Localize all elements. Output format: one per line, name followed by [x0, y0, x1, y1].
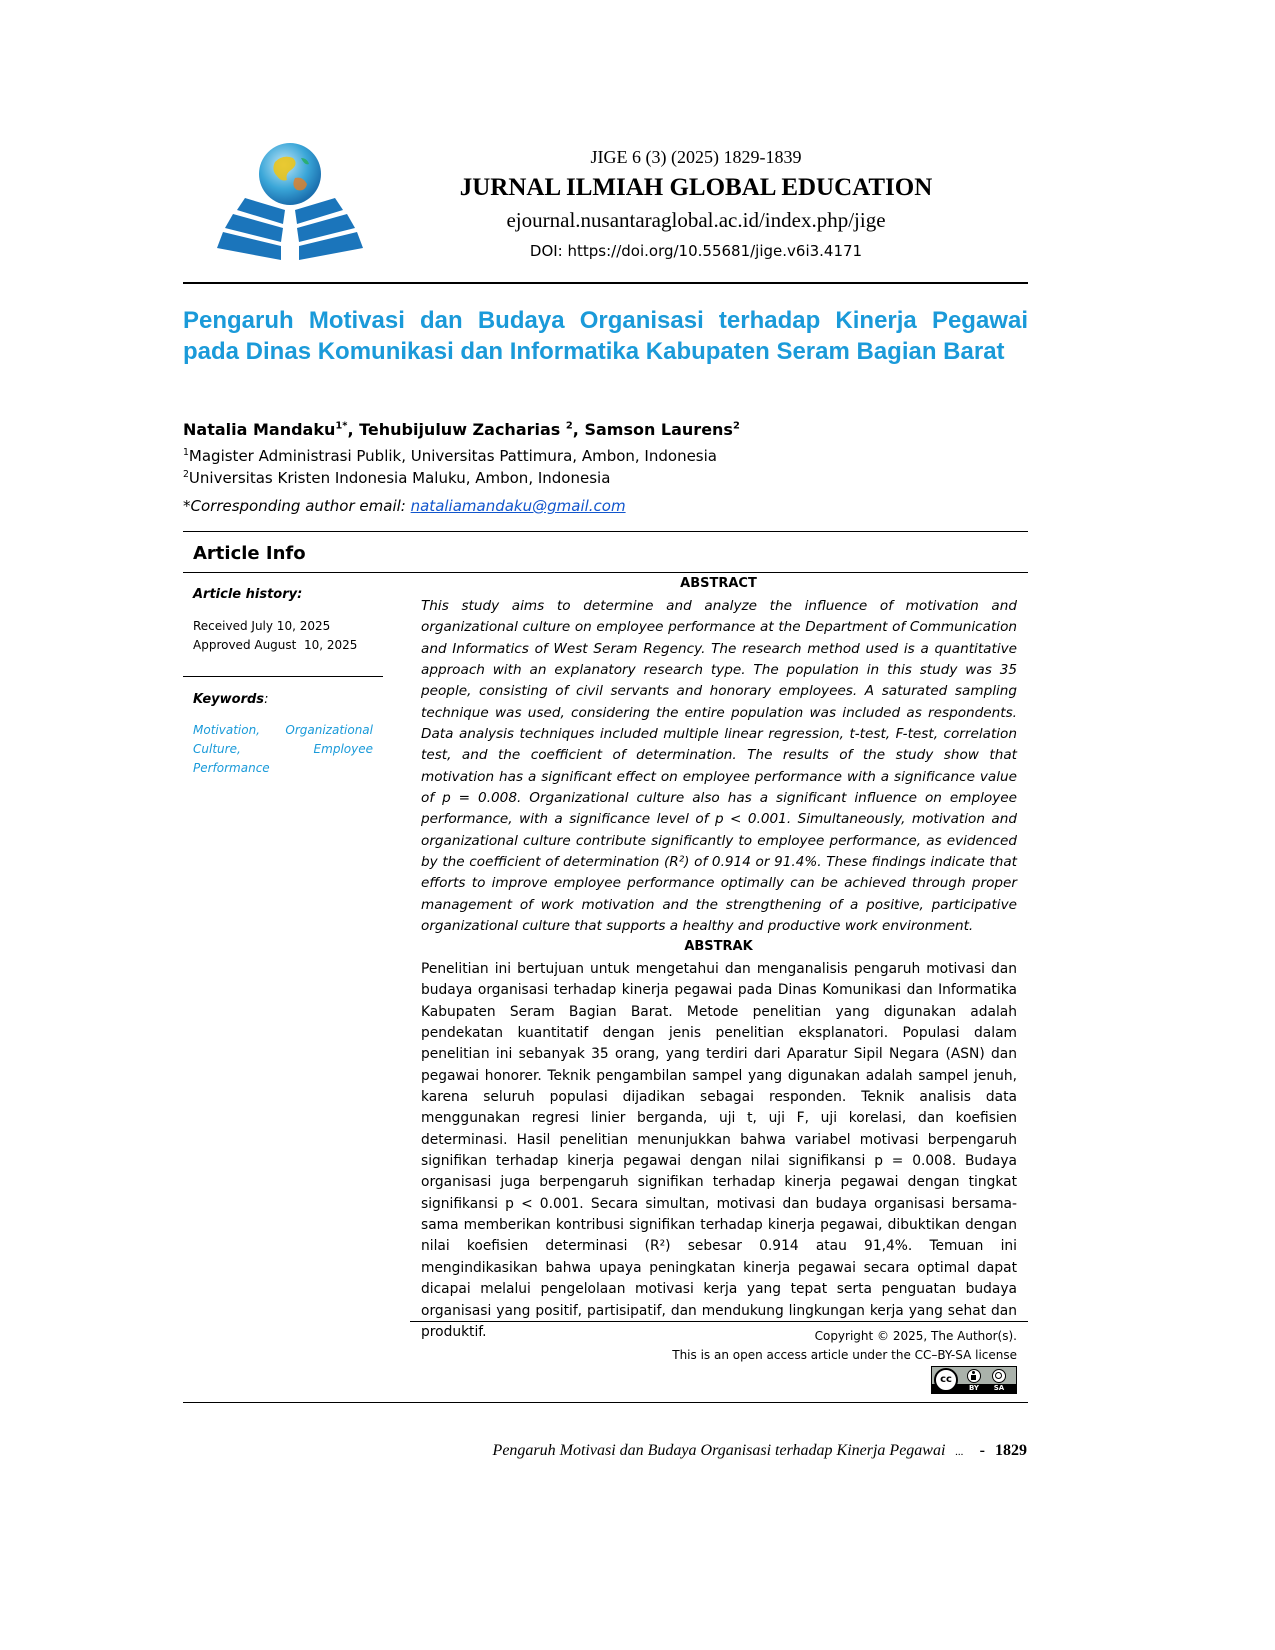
journal-citation: JIGE 6 (3) (2025) 1829-1839	[590, 147, 802, 167]
keywords-label	[193, 692, 268, 707]
author-affiliation-mark: 2	[732, 420, 740, 432]
author-email-link[interactable]: nataliamandaku@gmail.com	[410, 497, 626, 515]
keywords-label-text: Keywords	[193, 692, 265, 707]
copyright-notice: Copyright © 2025, The Author(s).	[814, 1329, 1017, 1343]
author-name: Natalia Mandaku	[183, 420, 336, 439]
affiliation	[183, 447, 717, 465]
info-heading-divider	[183, 572, 1028, 573]
keywords-list: Motivation, Organizational Culture, Employee Performance	[193, 723, 373, 775]
journal-name: JURNAL ILMIAH GLOBAL EDUCATION	[459, 174, 933, 201]
affiliation-mark: 1	[183, 447, 189, 458]
article-title: Pengaruh Motivasi dan Budaya Organisasi terhadap Kinerja Pegawai pada Dinas Komunikasi dan Informatika Kabupaten Seram Bagian Barat	[183, 307, 1028, 365]
received-date: Received July 10, 2025	[193, 619, 331, 633]
license-bottom-divider	[183, 1402, 1028, 1403]
corresponding-author	[183, 497, 626, 515]
header-divider	[183, 282, 1028, 284]
approved-date: Approved August 10, 2025	[193, 638, 358, 652]
abstract-bottom-divider	[410, 1321, 1028, 1322]
running-title: Pengaruh Motivasi dan Budaya Organisasi terhadap Kinerja Pegawai	[492, 1442, 946, 1459]
open-access-notice: This is an open access article under the CC–BY-SA license	[672, 1348, 1017, 1362]
article-info-heading: Article Info	[193, 543, 306, 564]
corresponding-label: *Corresponding author email:	[183, 497, 411, 515]
doi-link[interactable]: DOI: https://doi.org/10.55681/jige.v6i3.4171	[529, 242, 863, 260]
badge-by-label: BY	[968, 1384, 980, 1392]
author-affiliation-mark: 2	[565, 420, 573, 432]
info-top-divider	[183, 531, 1028, 532]
share-alike-icon	[992, 1369, 1006, 1383]
badge-sa-label: SA	[993, 1384, 1005, 1392]
article-history-label: Article history:	[193, 587, 303, 602]
author-affiliation-mark: 1*	[335, 420, 348, 432]
cc-by-sa-badge[interactable]	[931, 1366, 1017, 1394]
running-title-ellipsis: ...	[955, 1446, 964, 1458]
abstrak-heading: ABSTRAK	[684, 939, 753, 954]
affiliation-text: Universitas Kristen Indonesia Maluku, Ambon, Indonesia	[188, 469, 611, 487]
affiliation-mark: 2	[183, 469, 189, 480]
author-list	[183, 420, 740, 439]
affiliation	[183, 469, 610, 487]
history-divider	[183, 676, 383, 677]
footer-separator: -	[979, 1442, 985, 1459]
abstract-heading: ABSTRACT	[680, 576, 757, 591]
abstract-text: This study aims to determine and analyze the influence of motivation and organizational culture on employee performance at the Department of Communication and Informatics of West Seram Regency. The research method used is a quantitative approach with an explanatory research type. The population in this study was 35 people, consisting of civil servants and honorary employees. A saturated sampling technique was used, considering the entire population was included as respondents. Data analysis techniques included multiple linear regression, t-test, F-test, correlation test, and the coefficient of determination. The results of the study show that motivation has a significant effect on employee performance with a significance value of p = 0.008. Organizational culture also has a significant influence on employee performance, with a significance level of p < 0.001. Simultaneously, motivation and organizational culture contribute significantly to employee performance, as evidenced by the coefficient of determination (R²) of 0.914 or 91.4%. These findings indicate that efforts to improve employee performance optimally can be achieved through proper management of work motivation and the strengthening of a positive, participative organizational culture that supports a healthy and productive work environment.	[421, 598, 1017, 935]
abstrak-text: Penelitian ini bertujuan untuk mengetahui dan menganalisis pengaruh motivasi dan budaya organisasi terhadap kinerja pegawai pada Dinas Komunikasi dan Informatika Kabupaten Seram Bagian Barat. Metode penelitian yang digunakan adalah pendekatan kuantitatif dengan jenis penelitian eksplanatori. Populasi dalam penelitian ini sebanyak 35 orang, yang terdiri dari Aparatur Sipil Negara (ASN) dan pegawai honorer. Teknik pengambilan sampel yang digunakan adalah sampel jenuh, karena seluruh populasi dijadikan sebagai responden. Teknik analisis data menggunakan regresi linier berganda, uji t, uji F, uji korelasi, dan koefisien determinasi. Hasil penelitian menunjukkan bahwa variabel motivasi berpengaruh signifikan terhadap kinerja pegawai dengan nilai signifikansi p = 0.008. Budaya organisasi juga berpengaruh signifikan terhadap kinerja pegawai dengan tingkat signifikansi p < 0.001. Secara simultan, motivasi dan budaya organisasi bersama-sama memberikan kontribusi signifikan terhadap kinerja pegawai, dibuktikan dengan nilai koefisien determinasi (R²) sebesar 0.914 atau 91,4%. Temuan ini mengindikasikan bahwa upaya peningkatan kinerja pegawai secara optimal dapat dicapai melalui pengelolaan motivasi kerja yang tepat serta penguatan budaya organisasi yang positif, partisipatif, dan mendukung lingkungan kerja yang sehat dan produktif.	[421, 961, 1017, 1340]
journal-logo	[215, 140, 365, 262]
keywords-colon: :	[264, 692, 269, 707]
page-footer	[300, 1442, 1027, 1460]
cc-icon: cc	[934, 1368, 958, 1392]
page-number: 1829	[995, 1442, 1027, 1459]
affiliation-text: Magister Administrasi Publik, Universitas Pattimura, Ambon, Indonesia	[188, 447, 717, 465]
author-name: , Tehubijuluw Zacharias	[347, 420, 566, 439]
journal-website[interactable]: ejournal.nusantaraglobal.ac.id/index.php/jige	[506, 208, 886, 232]
attribution-icon	[967, 1369, 981, 1383]
author-name: , Samson Laurens	[572, 420, 733, 439]
